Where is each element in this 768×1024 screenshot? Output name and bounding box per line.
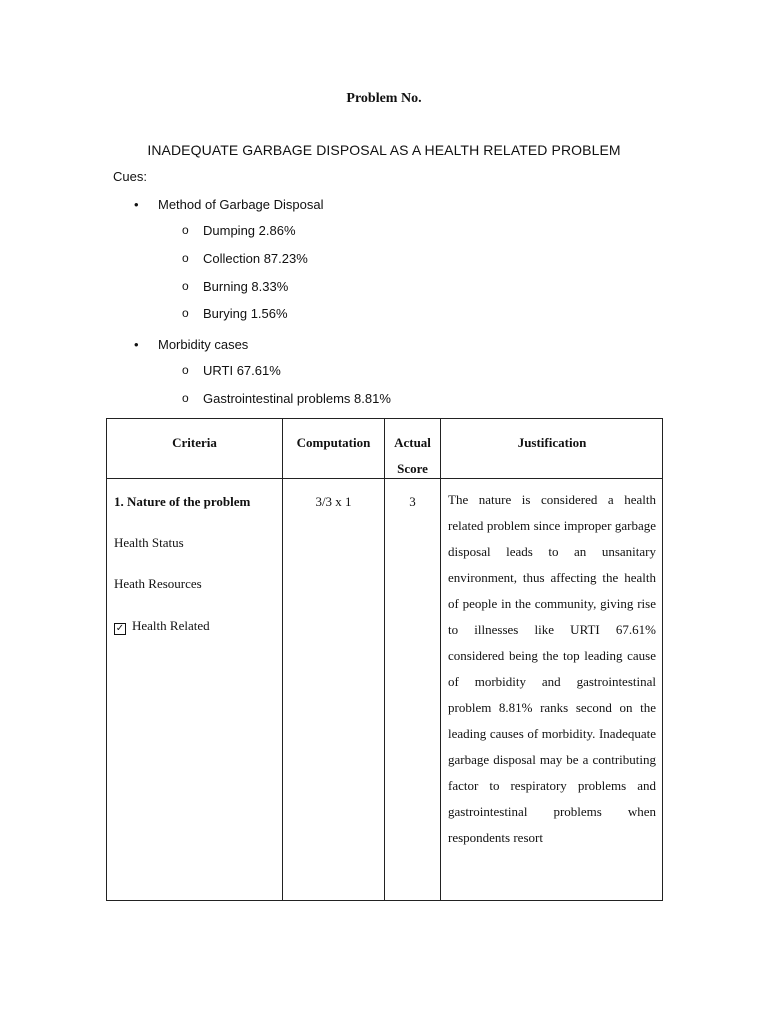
cues-label: Cues: [113, 169, 147, 184]
circle-bullet-icon: o [182, 391, 189, 405]
bullet-icon: • [134, 337, 139, 352]
column-divider [384, 419, 385, 900]
criteria-table [106, 418, 663, 901]
cue-label: Morbidity cases [158, 337, 249, 352]
criteria-option-label: Health Related [132, 618, 210, 633]
sub-item [182, 363, 281, 378]
circle-bullet-icon: o [182, 279, 189, 293]
circle-bullet-icon: o [182, 223, 189, 237]
sub-item-text: Dumping 2.86% [203, 223, 296, 238]
checked-checkbox-icon: ✓ [115, 623, 125, 634]
actual-score-value: 3 [409, 494, 416, 509]
criteria-option: Health Status [114, 535, 184, 550]
header-actual-score-line1: Actual [394, 435, 431, 450]
criteria-option: Heath Resources [114, 576, 202, 591]
header-actual-score-line2: Score [397, 461, 428, 476]
header-divider [107, 478, 662, 479]
sub-item-text: URTI 67.61% [203, 363, 281, 378]
bullet-icon: • [134, 197, 139, 212]
circle-bullet-icon: o [182, 306, 189, 320]
sub-item [182, 279, 289, 294]
circle-bullet-icon: o [182, 363, 189, 377]
sub-item [182, 223, 296, 238]
sub-item-text: Burying 1.56% [203, 306, 288, 321]
cue-label: Method of Garbage Disposal [158, 197, 324, 212]
sub-item [182, 306, 288, 321]
cue-garbage-disposal [134, 197, 324, 212]
sub-item [182, 391, 391, 406]
criteria-option-checked [114, 618, 210, 635]
column-divider [440, 419, 441, 900]
header-criteria: Criteria [172, 435, 217, 450]
problem-number-heading: Problem No. [346, 91, 422, 106]
column-divider [282, 419, 283, 900]
header-justification: Justification [517, 435, 587, 450]
justification-text: The nature is considered a health related problem since improper garbage disposal leads to an unsanitary environment, thus affecting the health of people in the community, giving rise to illnesses like URTI 67.61% considered being the top leading cause of morbidity and gastrointestinal problem 8.81% ranks second on the leading causes of morbidity. Inadequate garbage disposal may be a contributing factor to respiratory problems and gastrointestinal problems when respondents resort [448, 492, 656, 845]
problem-title: INADEQUATE GARBAGE DISPOSAL AS A HEALTH RELATED PROBLEM [147, 142, 621, 158]
computation-value: 3/3 x 1 [315, 494, 352, 509]
sub-item-text: Gastrointestinal problems 8.81% [203, 391, 391, 406]
cue-morbidity-cases [134, 337, 249, 352]
circle-bullet-icon: o [182, 251, 189, 265]
sub-item [182, 251, 308, 266]
criteria-nature-title: 1. Nature of the problem [114, 494, 251, 509]
sub-item-text: Burning 8.33% [203, 279, 289, 294]
sub-item-text: Collection 87.23% [203, 251, 308, 266]
header-computation: Computation [296, 435, 371, 450]
